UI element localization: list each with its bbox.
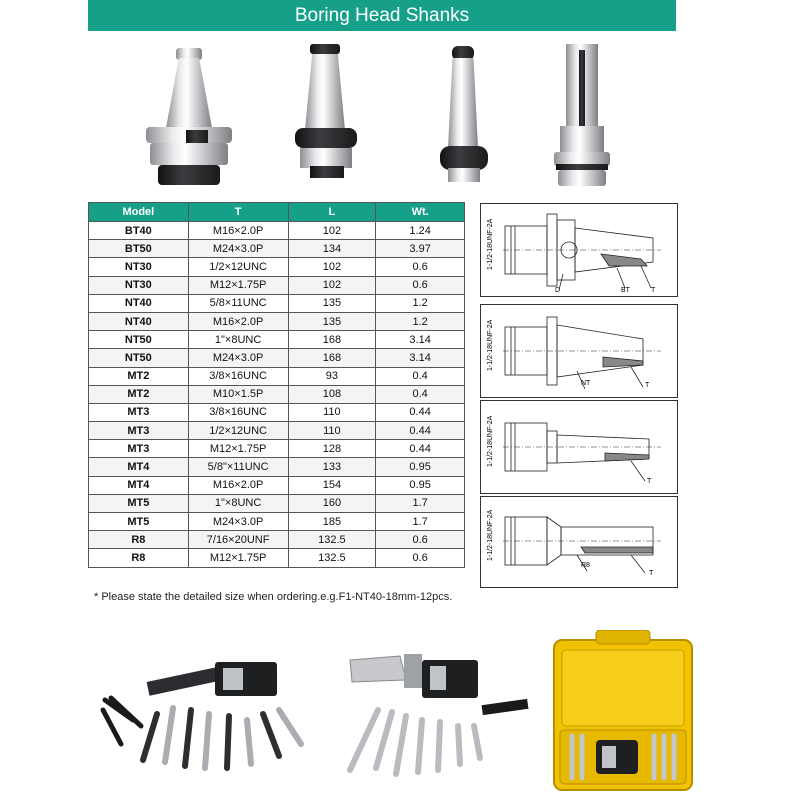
weight-cell: 1.7 xyxy=(376,513,465,531)
table-row xyxy=(89,476,465,494)
dimension-label: BT xyxy=(621,287,630,294)
length-cell: 168 xyxy=(288,349,376,367)
length-cell: 160 xyxy=(288,494,376,512)
table-row xyxy=(89,531,465,549)
weight-cell: 1.2 xyxy=(376,312,465,330)
thread-cell: 1"×8UNC xyxy=(188,331,288,349)
column-header: Wt. xyxy=(376,203,465,222)
table-row xyxy=(89,385,465,403)
length-cell: 93 xyxy=(288,367,376,385)
table-row xyxy=(89,494,465,512)
table-row xyxy=(89,367,465,385)
thread-cell: M12×1.75P xyxy=(188,440,288,458)
weight-cell: 0.44 xyxy=(376,440,465,458)
model-cell: NT40 xyxy=(89,294,189,312)
thread-cell: 1/2×12UNC xyxy=(188,422,288,440)
model-cell: NT50 xyxy=(89,349,189,367)
thread-cell: M10×1.5P xyxy=(188,385,288,403)
weight-cell: 0.6 xyxy=(376,276,465,294)
model-cell: NT30 xyxy=(89,276,189,294)
thread-cell: M12×1.75P xyxy=(188,276,288,294)
thread-cell: 1/2×12UNC xyxy=(188,258,288,276)
weight-cell: 0.44 xyxy=(376,403,465,421)
dimension-label: T xyxy=(645,382,650,389)
table-row xyxy=(89,258,465,276)
length-cell: 135 xyxy=(288,294,376,312)
drawing-r8 xyxy=(480,496,678,588)
model-cell: NT30 xyxy=(89,258,189,276)
thread-cell: M24×3.0P xyxy=(188,513,288,531)
dimension-label: T xyxy=(651,287,656,294)
model-cell: MT2 xyxy=(89,385,189,403)
drawing-nt xyxy=(480,304,678,398)
model-cell: MT3 xyxy=(89,403,189,421)
column-header: Model xyxy=(89,203,189,222)
weight-cell: 0.95 xyxy=(376,458,465,476)
thread-cell: 7/16×20UNF xyxy=(188,531,288,549)
thread-cell: M16×2.0P xyxy=(188,476,288,494)
thread-spec-label: 1-1/2-18UNF-2A xyxy=(487,509,494,561)
table-row xyxy=(89,312,465,330)
weight-cell: 1.2 xyxy=(376,294,465,312)
table-row xyxy=(89,240,465,258)
length-cell: 168 xyxy=(288,331,376,349)
length-cell: 133 xyxy=(288,458,376,476)
thread-cell: 3/8×16UNC xyxy=(188,367,288,385)
thread-cell: 3/8×16UNC xyxy=(188,403,288,421)
column-header: T xyxy=(188,203,288,222)
thread-cell: 5/8×11UNC xyxy=(188,294,288,312)
weight-cell: 1.24 xyxy=(376,222,465,240)
weight-cell: 0.95 xyxy=(376,476,465,494)
table-row xyxy=(89,331,465,349)
yellow-case-kit-photo xyxy=(550,630,696,795)
weight-cell: 0.44 xyxy=(376,422,465,440)
thread-cell: M12×1.75P xyxy=(188,549,288,567)
ordering-note: * Please state the detailed size when ordering.e.g.F1-NT40-18mm-12pcs. xyxy=(94,591,453,603)
table-row xyxy=(89,440,465,458)
table-row xyxy=(89,513,465,531)
model-cell: MT5 xyxy=(89,513,189,531)
model-cell: NT50 xyxy=(89,331,189,349)
table-row xyxy=(89,349,465,367)
dimension-label: D xyxy=(555,287,561,294)
length-cell: 108 xyxy=(288,385,376,403)
model-cell: MT4 xyxy=(89,476,189,494)
model-cell: MT3 xyxy=(89,422,189,440)
weight-cell: 0.4 xyxy=(376,385,465,403)
length-cell: 185 xyxy=(288,513,376,531)
length-cell: 102 xyxy=(288,258,376,276)
weight-cell: 0.4 xyxy=(376,367,465,385)
weight-cell: 3.14 xyxy=(376,331,465,349)
dimension-label: T xyxy=(647,478,652,485)
length-cell: 154 xyxy=(288,476,376,494)
thread-cell: M24×3.0P xyxy=(188,240,288,258)
model-cell: MT5 xyxy=(89,494,189,512)
weight-cell: 0.6 xyxy=(376,258,465,276)
model-cell: MT4 xyxy=(89,458,189,476)
dimension-label: NT xyxy=(581,380,591,387)
table-row xyxy=(89,222,465,240)
dimension-label: T xyxy=(649,570,654,577)
table-row xyxy=(89,276,465,294)
model-cell: NT40 xyxy=(89,312,189,330)
weight-cell: 3.14 xyxy=(376,349,465,367)
model-cell: R8 xyxy=(89,549,189,567)
length-cell: 134 xyxy=(288,240,376,258)
model-cell: BT50 xyxy=(89,240,189,258)
weight-cell: 0.6 xyxy=(376,549,465,567)
weight-cell: 1.7 xyxy=(376,494,465,512)
thread-cell: 5/8"×11UNC xyxy=(188,458,288,476)
thread-spec-label: 1-1/2-18UNF-2A xyxy=(487,319,494,371)
thread-spec-label: 1-1/2-18UNF-2A xyxy=(487,218,494,270)
length-cell: 110 xyxy=(288,422,376,440)
model-cell: BT40 xyxy=(89,222,189,240)
table-row xyxy=(89,403,465,421)
length-cell: 102 xyxy=(288,276,376,294)
thread-cell: M16×2.0P xyxy=(188,222,288,240)
length-cell: 135 xyxy=(288,312,376,330)
boring-bar-set-photo xyxy=(95,640,335,790)
table-row xyxy=(89,294,465,312)
length-cell: 102 xyxy=(288,222,376,240)
table-row xyxy=(89,422,465,440)
model-cell: R8 xyxy=(89,531,189,549)
length-cell: 128 xyxy=(288,440,376,458)
drawing-bt xyxy=(480,203,678,297)
length-cell: 110 xyxy=(288,403,376,421)
drawing-mt xyxy=(480,400,678,494)
table-row xyxy=(89,458,465,476)
thread-cell: 1"×8UNC xyxy=(188,494,288,512)
table-row xyxy=(89,549,465,567)
table-header-row xyxy=(89,203,465,222)
model-cell: MT3 xyxy=(89,440,189,458)
dimension-label: R8 xyxy=(581,562,590,569)
spec-table xyxy=(88,202,465,568)
thread-cell: M16×2.0P xyxy=(188,312,288,330)
boring-head-kit-photo xyxy=(330,640,535,790)
length-cell: 132.5 xyxy=(288,549,376,567)
thread-spec-label: 1-1/2-18UNF-2A xyxy=(487,415,494,467)
column-header: L xyxy=(288,203,376,222)
length-cell: 132.5 xyxy=(288,531,376,549)
thread-cell: M24×3.0P xyxy=(188,349,288,367)
page-title: Boring Head Shanks xyxy=(88,0,676,31)
weight-cell: 0.6 xyxy=(376,531,465,549)
model-cell: MT2 xyxy=(89,367,189,385)
weight-cell: 3.97 xyxy=(376,240,465,258)
